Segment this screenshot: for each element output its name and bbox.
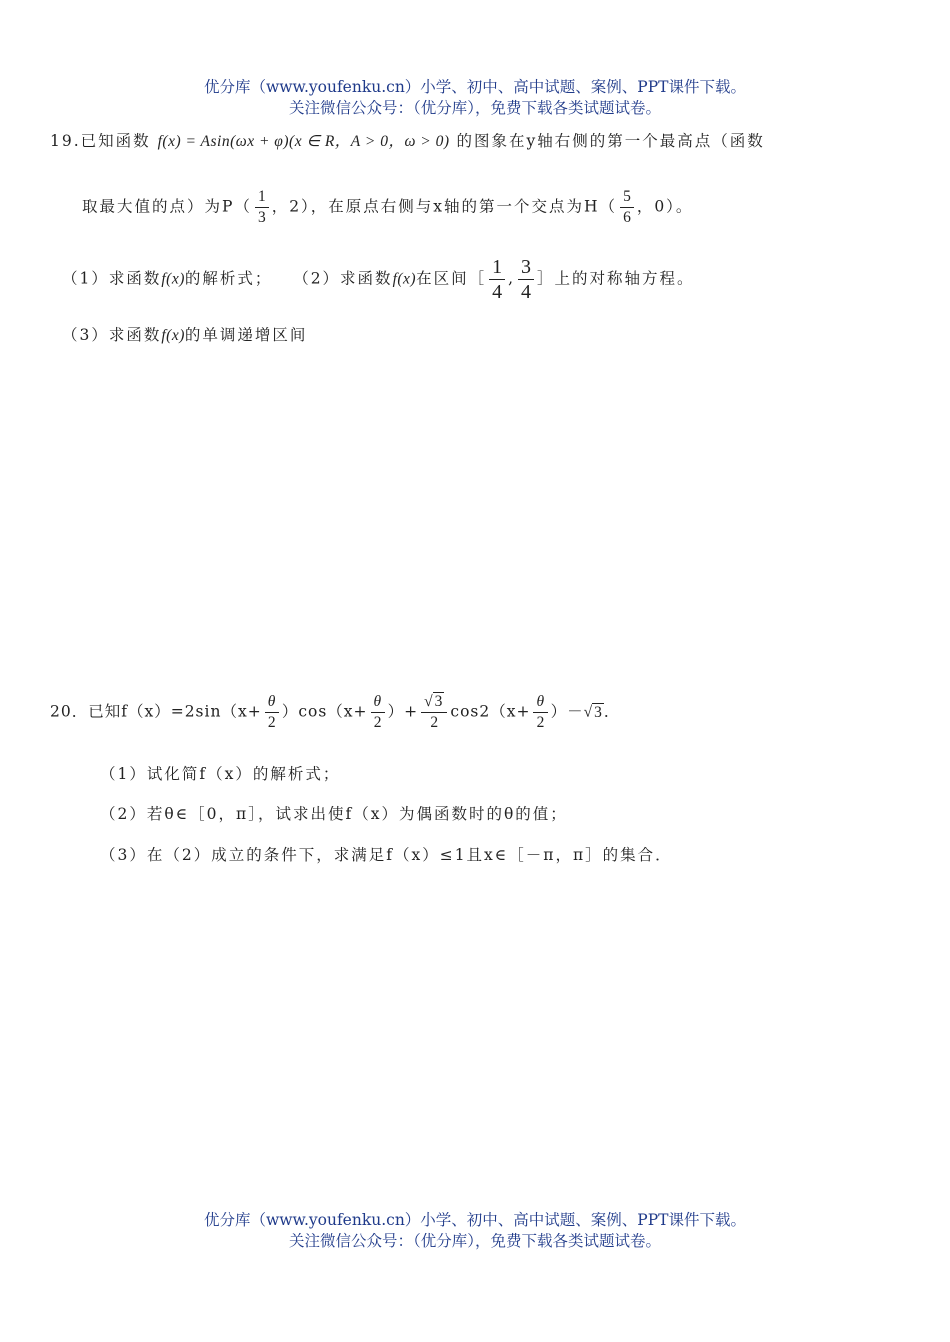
frac-denominator: 2 — [373, 714, 382, 731]
q20-theta-half-fraction-3 — [533, 692, 547, 733]
q19-line2-b: ，2），在原点右侧与x轴的第一个交点为H（ — [271, 197, 618, 216]
q19-interval-left-fraction — [489, 255, 505, 304]
q20-theta-half-fraction-2 — [371, 692, 385, 733]
q20-part-2: （2）若θ∈［0，π］，试求出使f（x）为偶函数时的θ的值； — [100, 805, 568, 823]
q20-number: 20．已知 — [50, 702, 122, 721]
q20-sqrt3-half-fraction — [421, 692, 447, 733]
frac-denominator: 6 — [623, 209, 631, 226]
q20-mid3: cos2（x+ — [450, 702, 531, 721]
header-ad-line-1: 优分库（www.youfenku.cn）小学、初中、高中试题、案例、PPT课件下载。 — [203, 78, 747, 96]
frac-numerator: θ — [265, 692, 279, 713]
q20-stem — [50, 692, 620, 733]
q19-part-3 — [62, 323, 307, 345]
q19-part2-mid: 在区间［ — [416, 269, 487, 288]
q19-interval-comma: , — [508, 269, 516, 288]
q19-point-h-x-fraction — [620, 187, 634, 228]
q19-part1-tail: 的解析式； — [184, 269, 273, 288]
q19-part3-label: （3）求函数 — [62, 326, 162, 344]
frac-numerator: 1 — [489, 255, 505, 280]
q19-part2-label: （2）求函数 — [293, 269, 393, 288]
frac-denominator: 4 — [521, 281, 532, 303]
frac-numerator: θ — [533, 692, 547, 713]
q19-line2-c: ，0）。 — [636, 197, 694, 216]
frac-denominator: 3 — [257, 209, 266, 226]
q19-part3-tail: 的单调递增区间 — [184, 326, 308, 344]
q19-point-p-x-fraction — [255, 187, 269, 228]
footer-ad-line-2: 关注微信公众号：（优分库），免费下载各类试题试卷。 — [288, 1232, 661, 1250]
frac-numerator: 5 — [620, 187, 634, 208]
q19-part3-fx: f(x) — [161, 327, 185, 344]
frac-numerator: √ 3 — [421, 692, 447, 713]
q20-sqrt3: √ 3 — [583, 703, 602, 721]
q19-stem-line-1 — [50, 129, 765, 151]
frac-numerator: 1 — [255, 187, 269, 208]
sqrt-radicand: 3 — [434, 693, 443, 710]
frac-denominator: 2 — [267, 714, 276, 731]
q19-interval-right-fraction — [518, 255, 534, 304]
q20-mid2: ）+ — [387, 702, 419, 721]
frac-denominator: 2 — [430, 714, 439, 731]
frac-numerator: 3 — [518, 255, 534, 280]
frac-denominator: 4 — [492, 281, 503, 303]
q20-mid1: ）cos（x+ — [281, 702, 368, 721]
q19-part2-tail: ］上的对称轴方程。 — [537, 269, 695, 288]
q19-part1-label: （1）求函数 — [62, 269, 162, 288]
footer-ad-line-1: 优分库（www.youfenku.cn）小学、初中、高中试题、案例、PPT课件下载。 — [203, 1211, 747, 1229]
header-ad-line-2: 关注微信公众号：（优分库），免费下载各类试题试卷。 — [288, 99, 661, 117]
q19-part2-fx: f(x) — [392, 270, 417, 288]
q19-parts-1-2 — [62, 255, 695, 304]
q19-part1-fx: f(x) — [161, 270, 185, 288]
q19-intro: 已知函数 — [80, 132, 151, 150]
q19-formula: f(x) = Asin(ωx + φ)(x ∈ R，A > 0，ω > 0) — [157, 133, 450, 150]
q20-part-1: （1）试化简f（x）的解析式； — [100, 765, 341, 783]
q19-stem-line-2 — [82, 187, 693, 228]
frac-numerator: θ — [371, 692, 385, 713]
q20-mid4: ）－ — [550, 702, 584, 721]
q20-part-3: （3）在（2）成立的条件下，求满足f（x）≤1且x∈［－π，π］的集合． — [100, 846, 673, 864]
q19-line2-a: 取最大值的点）为P（ — [82, 197, 252, 216]
sqrt-radicand: 3 — [594, 703, 602, 721]
q20-f-eq: f（x）=2sin（x+ — [121, 702, 262, 721]
frac-denominator: 2 — [536, 714, 545, 731]
q19-number: 19. — [50, 132, 81, 150]
q20-end: ． — [603, 702, 621, 721]
q19-intro-tail: 的图象在y轴右侧的第一个最高点（函数 — [456, 132, 765, 150]
q20-theta-half-fraction-1 — [265, 692, 279, 733]
